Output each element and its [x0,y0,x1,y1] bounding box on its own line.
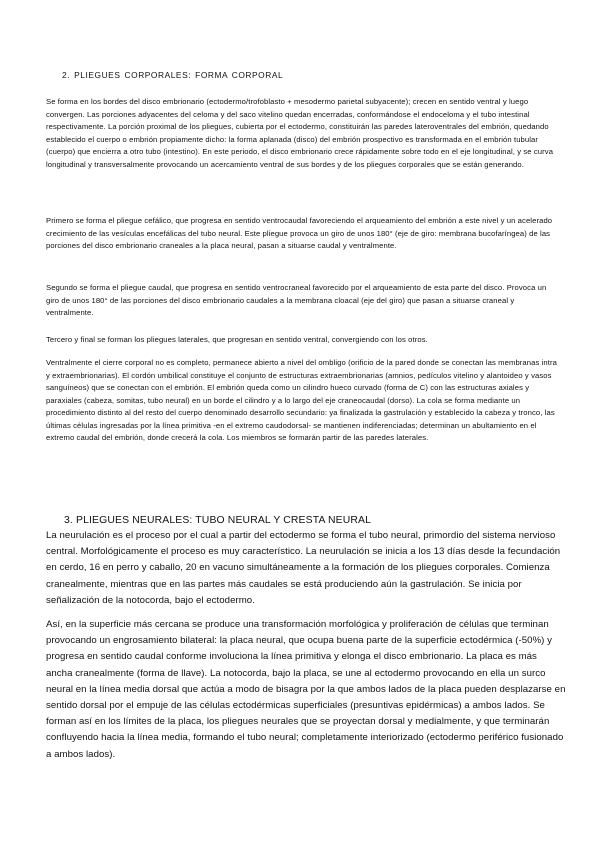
section-2-paragraph-body-form: Se forma en los bordes del disco embrionario (ectodermo/trofoblasto + mesodermo parietal subyacente); crecen en sentido ventral y luego convergen. Las porciones adyacentes del celoma y del saco vitelino quedan encerradas, conformándose el endoceloma y el tubo intestinal respectivamente. La porción proximal de los pliegues, cubierta por el ectodermo, constituirán las paredes lateroventrales del embrión, quedando establecido el cuerpo o embrión propiamente dicho: la forma aplanada (disco) del embrión prospectivo es transformada en el embrión tubular (cuerpo) que encierra a otro tubo (intestino). En este periodo, el disco embrionario crece rápidamente sobre todo en el eje longitudinal, y se curva longitudinal y transversalmente provocando un acercamiento ventral de sus bordes y de los pliegues corporales que se están generando. [46,97,554,169]
section-3-paragraph-neural-plate: Así, en la superficie más cercana se produce una transformación morfológica y proliferación de células que terminan provocando un engrosamiento bilateral: la placa neural, que ocupa buena parte de la superficie ectodérmica (-50%) y progresa en sentido caudal conforme involuciona la línea primitiva y elonga el disco embrionario. La placa es más ancha cranealmente (forma de llave). La notocorda, bajo la placa, se une al ectodermo provocando en ella un surco neural en la línea media dorsal que actúa a modo de bisagra por la que ambos lados de la placa pueden desplazarse en sentido dorsal por el empuje de las células ectodérmicas superficiales (presuntivas epidérmicas) a ambos lados. Se forman así en los límites de la placa, los pliegues neurales que se proyectan dorsal y medialmente, y que terminarán confluyendo hacia la línea media, formando el tubo neural; completamente interiorizado (ectodermo periférico fusionado a ambos lados). [46,619,566,760]
section-2-paragraph-ventral-closure: Ventralmente el cierre corporal no es completo, permanece abierto a nivel del ombligo (orificio de la pared donde se conectan las membranas intra y extraembrionarias). El cordón umbilical constituye el conjunto de estructuras extraembrionarias (amnios, pedículos vitelino y alantoideo y vasos sanguíneos) que se conectan con el embrión. El embrión queda como un cilindro hueco curvado (forma de C) con las estructuras axiales y paraxiales (cabeza, somitas, tubo neural) en un borde el cilindro y a lo largo del eje craneocaudal (dorso). La cola se forma mediante un procedimiento distinto al del resto del cuerpo denominado desarrollo secundario: ya finalizada la gastrulación y establecido la cabeza y tronco, las últimas células ingresadas por la línea primitiva -en el extremo caudodorsal- se mantienen indiferenciadas; determinan un abultamiento en el extremo caudal del embrión, donde crecerá la cola. Los miembros se formarán partir de las paredes laterales. [46,358,557,443]
section-3-heading: 3. PLIEGUES NEURALES: TUBO NEURAL Y CRESTA NEURAL [64,515,372,526]
section-3-paragraph-neurulation: La neurulación es el proceso por el cual a partir del ectodermo se forma el tubo neural, primordio del sistema nervioso central. Morfológicamente el proceso es muy característico. La neurulación se inicia a los 13 días desde la fecundación en cerdo, 16 en perro y caballo, 20 en vacuno simultáneamente a la formación de los pliegues corporales. Comienza cranealmente, mientras que en las partes más caudales se está produciendo aún la gastrulación. Se inicia por señalización de la notocorda, bajo el ectodermo. [46,530,561,606]
section-2-heading: 2. PLIEGUES CORPORALES: FORMA CORPORAL [62,70,284,80]
section-2-paragraph-lateral-folds: Tercero y final se forman los pliegues laterales, que progresan en sentido ventral, convergiendo con los otros. [46,335,428,344]
section-2-paragraph-cephalic-fold: Primero se forma el pliegue cefálico, que progresa en sentido ventrocaudal favoreciendo el arqueamiento del embrión a este nivel y un acelerado crecimiento de las vesículas encefálicas del tubo neural. Este pliegue provoca un giro de unos 180° (eje de giro: membrana bucofaríngea) de las porciones del disco embrionario craneales a la placa neural, pasan a situarse caudal y ventralmente. [46,216,553,251]
section-2-paragraph-caudal-fold: Segundo se forma el pliegue caudal, que progresa en sentido ventrocraneal favorecido por el arqueamiento de esta parte del disco. Provoca un giro de unos 180° de las porciones del disco embrionario caudales a la membrana cloacal (eje del giro) que pasan a situarse craneal y ventralmente. [46,283,547,318]
